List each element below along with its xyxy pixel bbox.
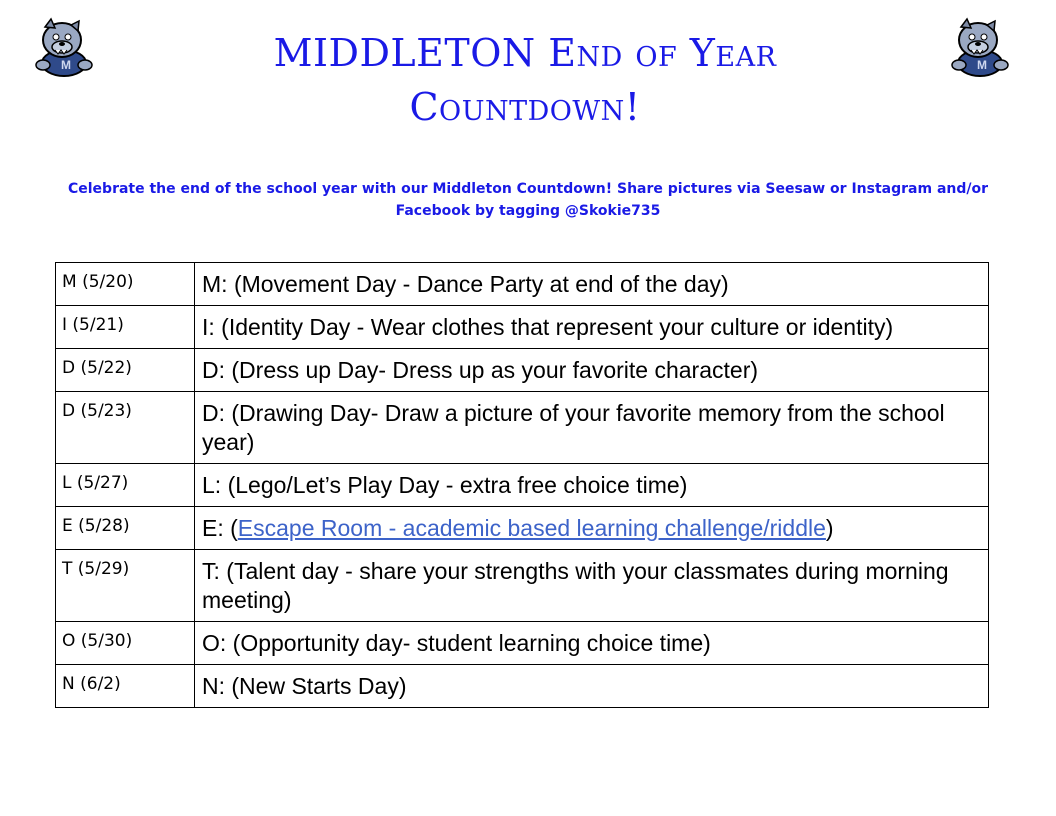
row-date: L (5/27) [56, 464, 195, 507]
row-date: D (5/22) [56, 349, 195, 392]
svg-text:M: M [977, 58, 987, 72]
page-title [200, 26, 850, 134]
row-date: I (5/21) [56, 306, 195, 349]
row-date: E (5/28) [56, 507, 195, 550]
title-line-2: Countdown! [409, 85, 641, 129]
table-row [56, 306, 989, 349]
row-description: T: (Talent day - share your strengths with your classmates during morning meeting) [195, 550, 989, 622]
table-row [56, 550, 989, 622]
row-description: D: (Drawing Day- Draw a picture of your favorite memory from the school year) [195, 392, 989, 464]
table-row [56, 507, 989, 550]
title-line-1: MIDDLETON End of Year [273, 31, 777, 75]
row-date: D (5/23) [56, 392, 195, 464]
intro-line-1: Celebrate the end of the school year with our Middleton Countdown! Share pictures via Seesaw or Instagram and/or [67, 181, 989, 197]
table-row [56, 392, 989, 464]
table-row [56, 349, 989, 392]
svg-text:M: M [61, 58, 71, 72]
row-date: N (6/2) [56, 665, 195, 708]
row-description: I: (Identity Day - Wear clothes that represent your culture or identity) [195, 306, 989, 349]
row-date: M (5/20) [56, 263, 195, 306]
row-description: N: (New Starts Day) [195, 665, 989, 708]
bulldog-mascot-icon [947, 13, 1011, 79]
row-date: T (5/29) [56, 550, 195, 622]
link-prefix: E: ( [202, 515, 238, 541]
table-row [56, 464, 989, 507]
countdown-table [55, 262, 989, 708]
table-row [56, 665, 989, 708]
escape-room-link[interactable]: Escape Room - academic based learning challenge/riddle [237, 515, 826, 541]
row-description [195, 507, 989, 550]
row-description: M: (Movement Day - Dance Party at end of the day) [195, 263, 989, 306]
row-description: L: (Lego/Let’s Play Day - extra free choice time) [195, 464, 989, 507]
table-row [56, 263, 989, 306]
intro-line-2: Facebook by tagging @Skokie735 [395, 203, 661, 219]
table-row [56, 622, 989, 665]
row-description: D: (Dress up Day- Dress up as your favorite character) [195, 349, 989, 392]
row-description: O: (Opportunity day- student learning choice time) [195, 622, 989, 665]
intro-text [40, 178, 1016, 222]
bulldog-mascot-icon [31, 13, 95, 79]
row-date: O (5/30) [56, 622, 195, 665]
link-suffix: ) [825, 515, 834, 541]
